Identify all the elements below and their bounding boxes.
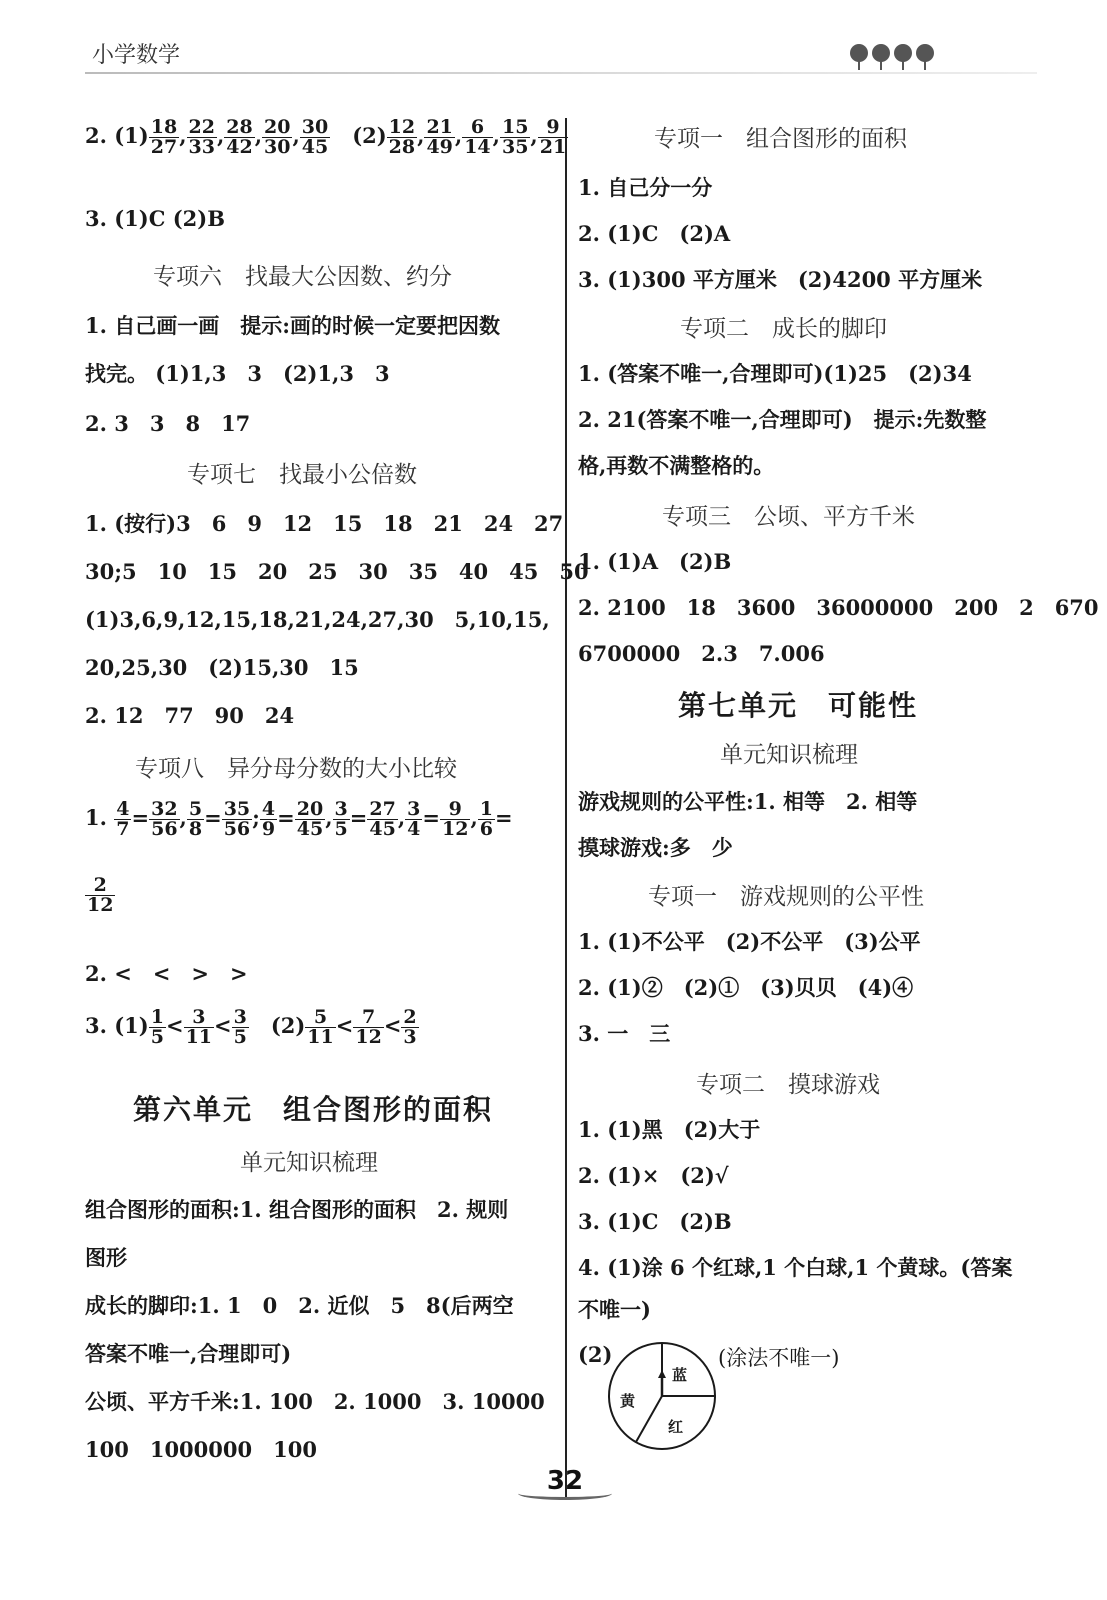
answer-line: 成长的脚印:1. 1 0 2. 近似 5 8(后两空: [85, 1293, 514, 1318]
numerator: 20: [296, 798, 324, 820]
fraction: [538, 118, 568, 157]
denominator: 49: [426, 136, 453, 158]
denominator: 9: [261, 818, 276, 840]
page-header: [0, 0, 1107, 80]
separator: =: [349, 805, 368, 830]
numerator: 28: [226, 116, 253, 138]
denominator: 11: [307, 1026, 334, 1048]
answer-line: 3. (1)C (2)B: [85, 206, 225, 231]
answer-line: 2. < < > >: [85, 961, 248, 986]
numerator: 6: [462, 118, 492, 138]
numerator: 1: [479, 798, 493, 820]
answer-line: 1. (按行)3 6 9 12 15 18 21 24 27: [85, 511, 564, 536]
fraction: [387, 118, 417, 157]
denominator: 3: [403, 1026, 417, 1048]
fraction: [440, 800, 470, 839]
denominator: 45: [301, 136, 329, 158]
label-blue: 蓝: [672, 1366, 688, 1384]
answer-line: 1. 自己分一分: [578, 175, 713, 200]
fraction: [300, 118, 330, 157]
spinner-svg: [606, 1340, 718, 1452]
fraction: [187, 118, 217, 157]
item-number: 3.: [85, 1013, 107, 1038]
fraction: [232, 1008, 249, 1047]
answer-line: 2. (1)C (2)A: [578, 221, 731, 246]
answer-line-fractions-3: [85, 1008, 419, 1047]
fraction: [295, 800, 325, 839]
answer-line: 30;5 10 15 20 25 30 35 40 45 50: [85, 559, 589, 584]
answer-line: 1. (1)不公平 (2)不公平 (3)公平: [578, 929, 921, 954]
answer-line: 公顷、平方千米:1. 100 2. 1000 3. 10000: [85, 1389, 545, 1414]
answer-line-fractions-1: [85, 118, 568, 157]
answer-line-fractions-2: [85, 800, 513, 839]
part-label: (1): [114, 1013, 149, 1038]
fraction: [224, 118, 254, 157]
numerator: 2: [85, 876, 115, 896]
label-red: 红: [668, 1418, 684, 1436]
section-title: 专项一 游戏规则的公平性: [648, 884, 924, 910]
answer-line: 1. (1)黑 (2)大于: [578, 1117, 761, 1142]
separator: <: [165, 1013, 184, 1038]
answer-line: 3. (1)C (2)B: [578, 1209, 732, 1234]
numerator: 35: [223, 798, 251, 820]
separator: =: [422, 805, 440, 830]
denominator: 5: [233, 1026, 247, 1048]
numerator: 18: [150, 116, 178, 138]
fraction: [500, 118, 530, 157]
answer-line: 摸球游戏:多 少: [578, 835, 733, 860]
separator: ,: [179, 123, 187, 148]
numerator: 5: [188, 798, 203, 820]
denominator: 30: [264, 136, 291, 158]
unit-title: 第七单元 可能性: [678, 689, 919, 722]
denominator: 45: [296, 818, 324, 840]
separator: ;: [252, 805, 260, 830]
fraction: [149, 800, 179, 839]
separator: <: [383, 1013, 402, 1038]
fraction: [114, 800, 131, 839]
fraction: [333, 800, 350, 839]
denominator: 35: [501, 136, 529, 158]
answer-line: 2. 12 77 90 24: [85, 703, 295, 728]
separator: ,: [454, 123, 463, 148]
spinner-diagram: [606, 1340, 718, 1456]
answer-line: 3. (1)300 平方厘米 (2)4200 平方厘米: [578, 267, 983, 292]
separator: ,: [397, 805, 406, 830]
fraction: [187, 800, 204, 839]
column-divider: [565, 118, 567, 1498]
numerator: 9: [538, 118, 568, 138]
fraction: [260, 800, 277, 839]
separator: <: [335, 1013, 354, 1038]
separator: ,: [292, 123, 300, 148]
answer-line: 游戏规则的公平性:1. 相等 2. 相等: [578, 789, 918, 814]
answer-line: 3. 一 三: [578, 1021, 671, 1046]
fraction-group: [85, 874, 115, 916]
denominator: 5: [334, 818, 348, 840]
separator: =: [277, 805, 295, 830]
numerator: 2: [403, 1006, 417, 1028]
fraction: [149, 1008, 166, 1047]
denominator: 56: [223, 818, 251, 840]
denominator: 21: [539, 136, 567, 158]
fraction: [405, 800, 422, 839]
answer-line: 100 1000000 100: [85, 1437, 317, 1462]
part-label: (2): [270, 1013, 306, 1038]
answer-line: 1. (答案不唯一,合理即可)(1)25 (2)34: [578, 361, 972, 386]
section-title: 专项七 找最小公倍数: [187, 462, 417, 488]
denominator: 28: [388, 136, 416, 158]
denominator: 6: [479, 818, 493, 840]
fraction-inequality: [305, 1006, 418, 1048]
numerator: 27: [369, 798, 396, 820]
numerator: 20: [264, 116, 291, 138]
fraction-group: [387, 116, 569, 158]
denominator: 12: [441, 818, 469, 840]
answer-line: 2. (1)② (2)① (3)贝贝 (4)④: [578, 975, 914, 1000]
separator: ,: [470, 805, 478, 830]
numerator: 3: [407, 798, 421, 820]
fraction: [85, 876, 115, 915]
numerator: 7: [353, 1008, 383, 1028]
section-title: 专项二 成长的脚印: [680, 316, 887, 342]
answer-line-fraction-tail: [85, 876, 115, 915]
spinner-divider: [636, 1396, 662, 1442]
item-number: 1.: [85, 805, 107, 830]
separator: ,: [325, 805, 333, 830]
fraction: [424, 118, 454, 157]
section-title: 专项三 公顷、平方千米: [662, 504, 915, 530]
answer-line: 6700000 2.3 7.006: [578, 641, 825, 666]
section-title: 专项二 摸球游戏: [696, 1072, 880, 1098]
numerator: 3: [184, 1008, 214, 1028]
numerator: 3: [334, 798, 348, 820]
fraction: [222, 800, 252, 839]
header-rule: [85, 72, 1037, 74]
numerator: 21: [426, 116, 453, 138]
numerator: 32: [151, 798, 178, 820]
denominator: 27: [150, 136, 178, 158]
separator: ,: [492, 123, 500, 148]
fraction: [478, 800, 495, 839]
answer-line: 格,再数不满整格的。: [578, 453, 775, 478]
separator: <: [214, 1013, 232, 1038]
separator: ,: [530, 123, 538, 148]
separator: ,: [179, 805, 187, 830]
answer-line: 20,25,30 (2)15,30 15: [85, 655, 359, 680]
denominator: 56: [151, 818, 178, 840]
numerator: 30: [301, 116, 329, 138]
spinner-arrowhead: [658, 1370, 666, 1378]
numerator: 15: [501, 116, 529, 138]
denominator: 12: [87, 894, 114, 916]
separator: =: [131, 805, 150, 830]
denominator: 8: [188, 818, 203, 840]
section-title: 专项八 异分母分数的大小比较: [135, 756, 457, 782]
answer-line: 2. 3 3 8 17: [85, 411, 251, 436]
part-label: (1): [114, 123, 149, 148]
answer-line: 组合图形的面积:1. 组合图形的面积 2. 规则: [85, 1197, 509, 1222]
denominator: 33: [188, 136, 215, 158]
part-label: (2): [578, 1342, 613, 1367]
answer-line: 1. (1)A (2)B: [578, 549, 732, 574]
denominator: 45: [369, 818, 396, 840]
fraction-group: [149, 116, 331, 158]
page-number: [510, 1460, 620, 1504]
separator: =: [204, 805, 222, 830]
answer-line: 2. 2100 18 3600 36000000 200 2 670: [578, 595, 1099, 620]
label-yellow: 黄: [620, 1392, 636, 1410]
answer-line: 不唯一): [578, 1297, 651, 1322]
fraction: [353, 1008, 383, 1047]
separator: ,: [417, 123, 425, 148]
fraction: [184, 1008, 214, 1047]
denominator: 14: [464, 136, 491, 158]
fraction: [367, 800, 397, 839]
subject-title: 小学数学: [92, 43, 181, 68]
section-title: 专项六 找最大公因数、约分: [153, 264, 452, 290]
denominator: 12: [355, 1026, 382, 1048]
answer-line: 答案不唯一,合理即可): [85, 1341, 292, 1366]
answer-line: 找完。 (1)1,3 3 (2)1,3 3: [85, 361, 390, 386]
denominator: 42: [226, 136, 253, 158]
section-title: 专项一 组合图形的面积: [654, 126, 907, 152]
numerator: 12: [388, 116, 416, 138]
review-title: 单元知识梳理: [720, 742, 858, 768]
note-text: (涂法不唯一): [718, 1346, 840, 1370]
review-title: 单元知识梳理: [240, 1150, 378, 1176]
fraction-inequality: [149, 1006, 249, 1048]
answer-line: 2. (1)× (2)√: [578, 1163, 729, 1188]
separator: ,: [254, 123, 263, 148]
numerator: 5: [305, 1008, 335, 1028]
numerator: 3: [233, 1006, 247, 1028]
numerator: 4: [116, 798, 130, 820]
fraction: [262, 118, 292, 157]
unit-title: 第六单元 组合图形的面积: [133, 1093, 494, 1126]
fraction: [401, 1008, 418, 1047]
separator: ,: [216, 123, 225, 148]
answer-line: (1)3,6,9,12,15,18,21,24,27,30 5,10,15,: [85, 607, 550, 632]
fraction: [149, 118, 179, 157]
fraction-equations: [114, 798, 513, 840]
answer-line: 2. 21(答案不唯一,合理即可) 提示:先数整: [578, 407, 987, 432]
denominator: 11: [185, 1026, 213, 1048]
part-label: (2): [352, 123, 387, 148]
numerator: 1: [150, 1006, 164, 1028]
answer-line: 4. (1)涂 6 个红球,1 个白球,1 个黄球。(答案: [578, 1255, 1013, 1280]
numerator: 22: [188, 116, 215, 138]
answer-line: 1. 自己画一画 提示:画的时候一定要把因数: [85, 313, 500, 338]
denominator: 5: [150, 1026, 164, 1048]
page-number-text: 32: [546, 1466, 584, 1496]
denominator: 7: [116, 818, 130, 840]
fraction: [462, 118, 492, 157]
item-number: 2.: [85, 123, 107, 148]
answer-line: 图形: [85, 1245, 127, 1270]
numerator: 4: [261, 798, 276, 820]
denominator: 4: [407, 818, 421, 840]
numerator: 9: [440, 800, 470, 820]
fraction: [305, 1008, 335, 1047]
separator: =: [494, 805, 513, 830]
